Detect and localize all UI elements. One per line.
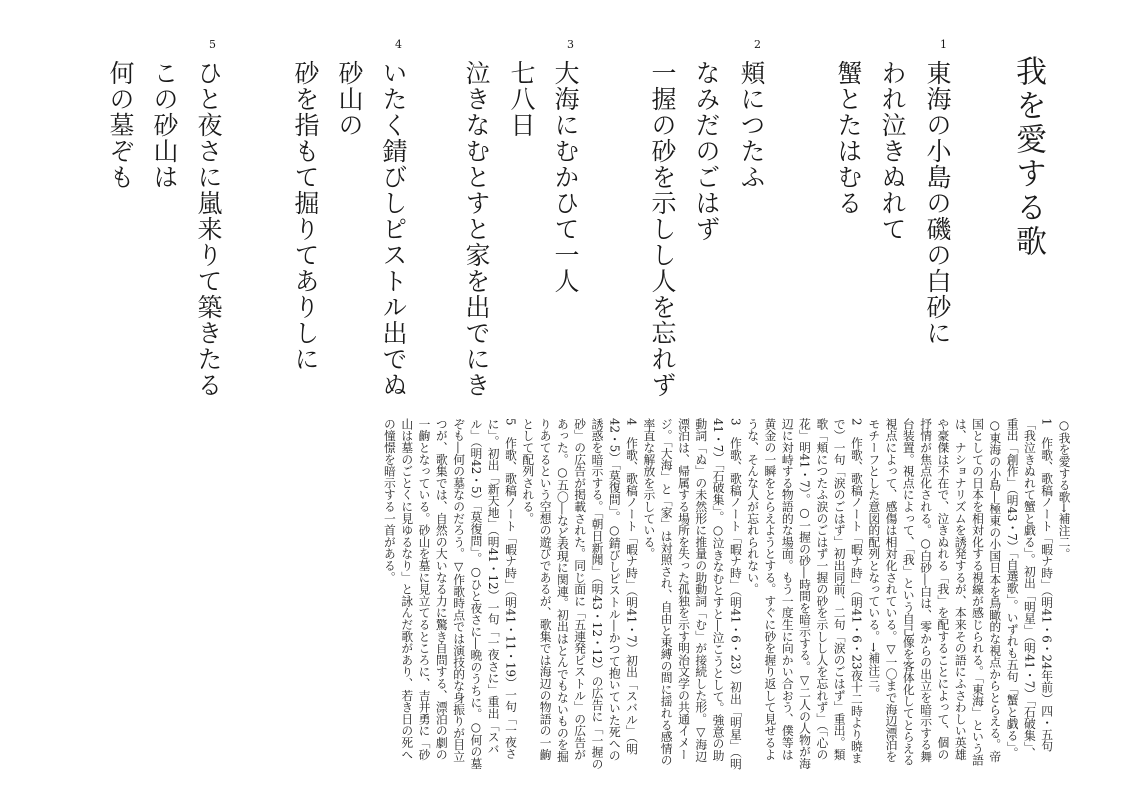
note-header: ○我を愛する歌→補注二。 xyxy=(1057,418,1071,560)
commentary-notes xyxy=(50,418,1072,770)
poem-line: 大海にむかひて一人 xyxy=(551,60,580,294)
poem-line: なみだのごはず xyxy=(692,60,721,242)
note-paragraph: 1 作歌、歌稿ノート「暇ナ時」（明41・6・24年前）四・五句「我泣きぬれて蟹と戯る」。初出「明星」（明41・7）「石破集」、重出「創作」（明43・7）「自選歌」。いずれも五句「蟹と戯る」。○東海の小島―極東の小国日本を鳥瞰的な視点からとらえる。帝国としての日本を相対化する視線が感じられる。「東海」という語は、ナショナリズムを誘発するが、本来その語にふさわしい英雄や豪傑は不在で、泣きぬれる「我」を配することによって、個の抒情が焦点化される。○白砂―白は、零からの出立を暗示する舞台装置。視点によって、「我」という自己像を客体化してとらえる視点によって、感傷は相対化されている。▽一〇まで海辺漂泊をモチーフとした意図的配列となっている。→補注三。 xyxy=(866,418,1054,767)
note-paragraph: 3 作歌、歌稿ノート「暇ナ時」（明41・6・23）初出「明星」（明41・7）「石破集」。○泣きなむとすと―泣こうとして。強意の助動詞「ぬ」の未然形に推量の助動詞「む」が接続した形。▽海辺漂泊は、帰属する場所を失った孤独を示す明治文学の共通イメージ。「大海」と「家」は対照され、自由と束縛の間に揺れる感情の率直な解放を示している。 xyxy=(641,418,743,770)
poem-line: 泣きなむとすと家を出でにき xyxy=(462,60,491,398)
note-paragraph: 2 作歌、歌稿ノート「暇ナ時」（明41・6・23夜十二時より暁まで）一句「涙のごはず」初出同前、二句「涙のごはず」重出。類歌「頬につたふ涙のごはず一握の砂を示しし人を忘れず」（「心の花」明41・7）。○一握の砂―時間を暗示する。▽二人の人物が海辺に対峙する物語的な場面。もう一度生に向かい合おう、僕等は黄金の一瞬をとらえようとする。すぐに砂を握り返して見せるような、そんな人が忘れられない。 xyxy=(745,418,864,770)
poem-number: 5 xyxy=(209,38,216,51)
poem-line: この砂山は xyxy=(150,60,179,190)
poem-line: 砂を指もて掘りてありしに xyxy=(291,60,320,372)
poem-line: 蟹とたはむる xyxy=(834,60,863,216)
poem-line: われ泣きぬれて xyxy=(878,60,907,242)
poem-number: 4 xyxy=(395,38,402,51)
poem-line: 東海の小島の磯の白砂に xyxy=(923,60,952,346)
poem-line: ひと夜さに嵐来りて築きたる xyxy=(194,60,223,398)
poem-line: 頬につたふ xyxy=(737,60,766,190)
note-paragraph: 4 作歌、歌稿ノート「暇ナ時」（明41・7）初出「スバル」（明42・5）「莫復問」。○錆びしピストル―かつて抱いていた死への誘惑を暗示する。「朝日新聞」（明43・12・12）の広告に「一握の砂」の広告が掲載された。同じ面に「五連発ピストル」の広告があった。○五〇―など表現に関連。初出はとんでもないものを掘りあてるという空想の遊びであるが、歌集では海辺の物語の一齣として配列される。 xyxy=(520,418,639,770)
poem-line: 砂山の xyxy=(335,60,364,138)
poem-line: 何の墓ぞも xyxy=(106,60,135,190)
section-title: 我を愛する歌 xyxy=(1010,55,1046,259)
poem-number: 2 xyxy=(754,38,761,51)
poem-number: 1 xyxy=(940,38,947,51)
poem-line: 一握の砂を示しし人を忘れず xyxy=(648,60,677,398)
poem-line: いたく錆びしピストル出でぬ xyxy=(379,60,408,398)
note-paragraph: 5 作歌、歌稿ノート「暇ナ時」（明41・11・19）一句「一夜さに」。初出「新天地」（明41・12）一句「一夜さに」重出「スバル」（明42・5）「莫復問」。○ひと夜さに―晩のうちに。○何の墓ぞも―何の墓なのだろう。▽作歌時点では演技的な身振りが目立つが、歌集では、自然の大いなる力に驚き自問する、漂泊の劇の一齣となっている。砂山を墓に見立てるところに、吉井勇に「砂山は墓のごとくに見ゆるなり」と詠んだ歌があり、若き日の死への憧憬を暗示する一首がある。 xyxy=(382,418,518,770)
poem-number: 3 xyxy=(567,38,574,51)
poem-line: 七八日 xyxy=(507,60,536,138)
